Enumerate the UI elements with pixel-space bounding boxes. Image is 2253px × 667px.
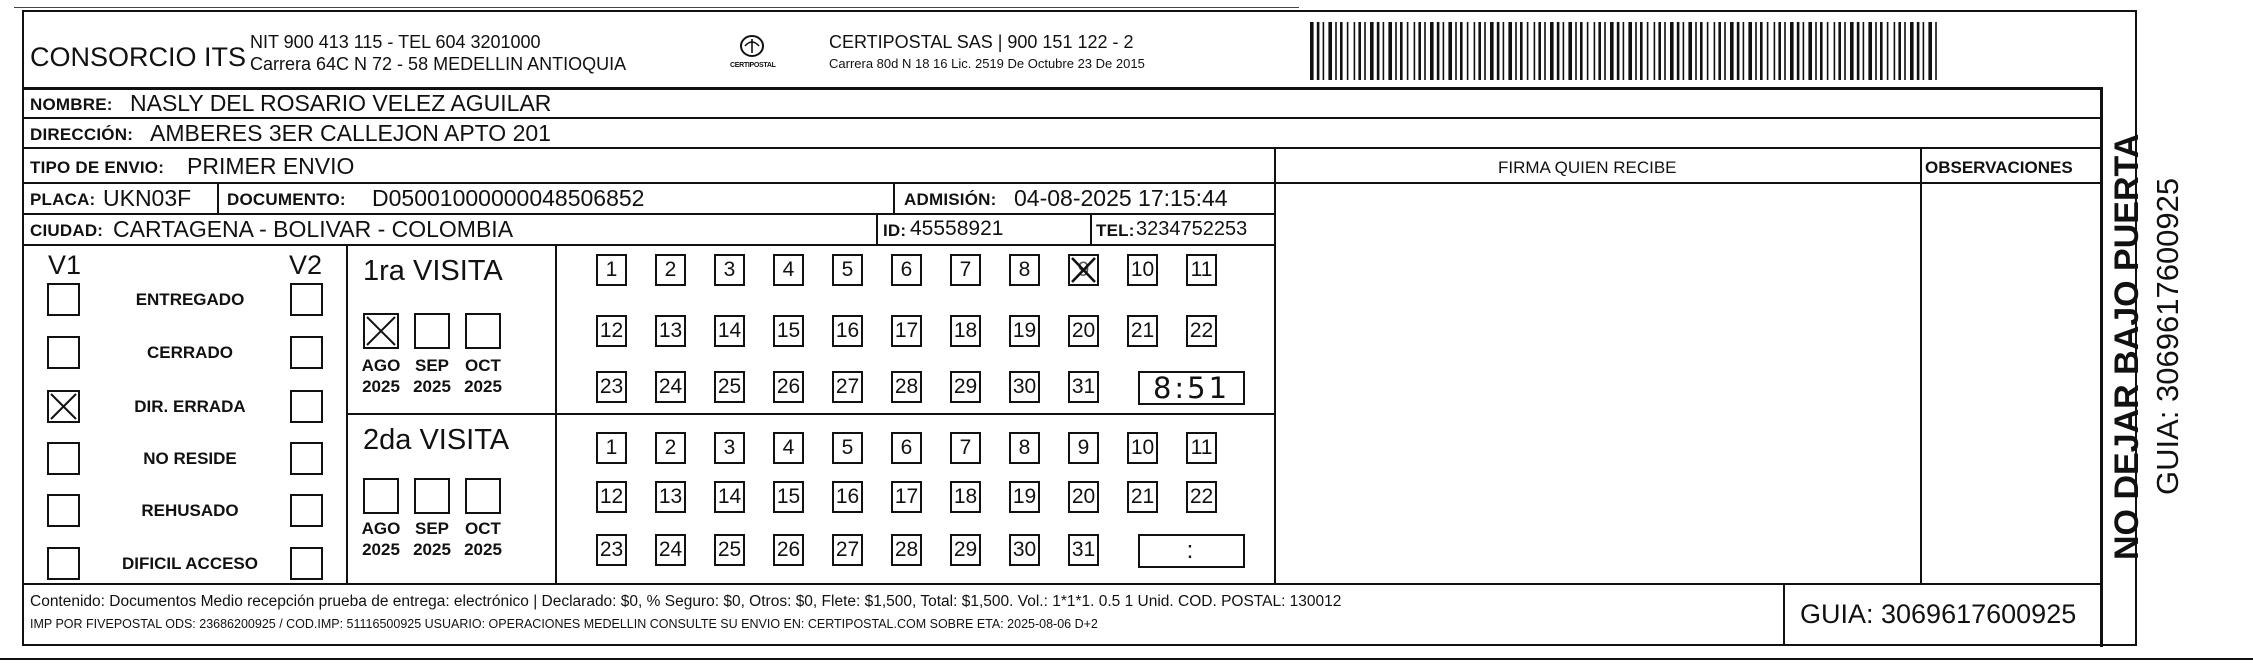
first-visit-day-15[interactable] (773, 315, 804, 347)
company-name: CONSORCIO ITS (30, 42, 247, 72)
v2-checkbox-rehusado[interactable] (290, 494, 323, 527)
second-visit-day-5-number: 5 (841, 436, 854, 459)
observaciones-area[interactable] (1922, 184, 2099, 582)
second-visit-day-22-number: 22 (1189, 485, 1214, 508)
second-visit-day-24-number: 24 (658, 538, 683, 561)
vrule-placa (217, 182, 219, 214)
v2-checkbox-no-reside[interactable] (290, 442, 323, 475)
first-visit-day-31-number: 31 (1071, 375, 1096, 398)
documento-value: D05001000000048506852 (372, 185, 645, 211)
first-visit-day-14[interactable] (714, 315, 745, 347)
first-visit-day-24-number: 24 (658, 375, 683, 398)
second-visit-day-9-number: 9 (1077, 436, 1090, 459)
first-visit-day-19-number: 19 (1012, 319, 1037, 342)
status-label-no-reside: NO RESIDE (143, 449, 237, 468)
footer-imp-line: IMP POR FIVEPOSTAL ODS: 23686200925 / COD.IMP: 51116500925 USUARIO: OPERACIONES MEDELLIN CONSULTE SU ENVIO EN: CERTIPOSTAL.COM SOBRE ETA: 2025-08-06 D+2 (30, 617, 1098, 631)
first-visit-day-3[interactable] (714, 254, 745, 286)
first-visit-day-6-number: 6 (900, 258, 913, 281)
second-visit-day-17-number: 17 (894, 485, 919, 508)
first-visit-day-1-number: 1 (605, 258, 618, 281)
first-visit-day-18[interactable] (950, 315, 981, 347)
second-visit-day-16-number: 16 (835, 485, 860, 508)
second-visit-day-20-number: 20 (1071, 485, 1096, 508)
second-visit-day-24[interactable] (655, 534, 686, 566)
first-visit-day-12-number: 12 (599, 319, 624, 342)
first-visit-day-26[interactable] (773, 371, 804, 403)
first-visit-day-7[interactable] (950, 254, 981, 286)
id-value: 45558921 (910, 217, 1004, 240)
second-visit-day-19[interactable] (1009, 481, 1040, 513)
second-visit-day-2[interactable] (655, 432, 686, 464)
first-visit-day-27[interactable] (832, 371, 863, 403)
v2-checkbox-entregado[interactable] (290, 283, 323, 316)
first-visit-day-2-number: 2 (664, 258, 677, 281)
second-visit-day-21[interactable] (1127, 481, 1158, 513)
second-visit-day-25-number: 25 (717, 538, 742, 561)
admision-label: ADMISIÓN: (904, 190, 997, 209)
admision-value: 04-08-2025 17:15:44 (1014, 185, 1228, 211)
vrule-tel (1090, 213, 1092, 245)
v1-checkbox-cerrado[interactable] (47, 336, 80, 369)
nombre-label: NOMBRE: (30, 95, 113, 114)
first-visit-day-9-number: 9 (1077, 258, 1090, 281)
first-visit-day-11-number: 11 (1190, 258, 1213, 281)
first-visit-day-8[interactable] (1009, 254, 1040, 286)
second-visit-day-3[interactable] (714, 432, 745, 464)
second-visit-day-30-number: 30 (1012, 538, 1037, 561)
second-visit-day-1[interactable] (596, 432, 627, 464)
certipostal-logo-text: CERTIPOSTAL (730, 62, 776, 69)
tel-label: TEL: (1096, 221, 1135, 240)
first-visit-day-28[interactable] (891, 371, 922, 403)
first-visit-day-16[interactable] (832, 315, 863, 347)
first-visit-day-9[interactable] (1068, 254, 1099, 286)
first-visit-month-sep-checkbox[interactable] (414, 313, 450, 349)
second-visit-day-12[interactable] (596, 481, 627, 513)
second-visit-day-6[interactable] (891, 432, 922, 464)
v2-checkbox-dir-errada[interactable] (290, 390, 323, 423)
first-visit-day-11[interactable] (1186, 254, 1217, 286)
second-visit-year-label: 2025 (464, 540, 502, 559)
status-label-dificil-acceso: DIFICIL ACCESO (121, 554, 258, 573)
second-visit-day-29-number: 29 (953, 538, 978, 561)
rule-footer (22, 583, 2101, 585)
first-visit-day-7-number: 7 (959, 258, 972, 281)
second-visit-day-28[interactable] (891, 534, 922, 566)
rule-tipo (22, 182, 1274, 184)
vrule-footer-guia (1783, 583, 1785, 646)
second-visit-day-20[interactable] (1068, 481, 1099, 513)
second-visit-month-ago-label: AGO (361, 519, 401, 538)
status-label-entregado: ENTREGADO (135, 290, 245, 309)
status-label-dir-errada: DIR. ERRADA (134, 397, 246, 416)
vrule-admision (893, 182, 895, 214)
second-visit-day-26[interactable] (773, 534, 804, 566)
second-visit-day-11-number: 11 (1190, 436, 1213, 459)
first-visit-day-4[interactable] (773, 254, 804, 286)
second-visit-day-4[interactable] (773, 432, 804, 464)
second-visit-day-1-number: 1 (605, 436, 618, 459)
second-visit-year-label: 2025 (362, 540, 400, 559)
first-visit-time-box[interactable] (1138, 371, 1245, 405)
second-visit-day-2-number: 2 (664, 436, 677, 459)
footer-guia: GUIA: 3069617600925 (1800, 599, 2077, 629)
first-visit-day-14-number: 14 (717, 319, 742, 342)
first-visit-day-5-number: 5 (841, 258, 854, 281)
second-visit-day-14[interactable] (714, 481, 745, 513)
second-visit-time-box[interactable] (1138, 534, 1245, 568)
v2-label: V2 (289, 250, 323, 280)
first-visit-day-10[interactable] (1127, 254, 1158, 286)
first-visit-day-5[interactable] (832, 254, 863, 286)
second-visit-title: 2da VISITA (363, 424, 510, 456)
first-visit-day-21-number: 21 (1130, 319, 1155, 342)
second-visit-day-31-number: 31 (1071, 538, 1096, 561)
first-visit-day-18-number: 18 (953, 319, 978, 342)
second-visit-month-sep-label: SEP (414, 519, 450, 538)
first-visit-day-6[interactable] (891, 254, 922, 286)
second-visit-day-5[interactable] (832, 432, 863, 464)
second-visit-day-29[interactable] (950, 534, 981, 566)
first-visit-time-value: 8:51 (1152, 371, 1231, 405)
second-visit-day-18-number: 18 (953, 485, 978, 508)
vrule-id (876, 213, 878, 245)
company-address: Carrera 64C N 72 - 58 MEDELLIN ANTIOQUIA (250, 54, 627, 74)
second-visit-day-17[interactable] (891, 481, 922, 513)
second-visit-day-13[interactable] (655, 481, 686, 513)
first-visit-day-28-number: 28 (894, 375, 919, 398)
second-visit-day-6-number: 6 (900, 436, 913, 459)
direccion-label: DIRECCIÓN: (30, 125, 134, 144)
first-visit-day-31[interactable] (1068, 371, 1099, 403)
id-label: ID: (883, 221, 907, 240)
first-visit-day-15-number: 15 (776, 319, 801, 342)
first-visit-day-3-number: 3 (723, 258, 736, 281)
second-visit-day-3-number: 3 (723, 436, 736, 459)
certipostal-address: Carrera 80d N 18 16 Lic. 2519 De Octubre 23 De 2015 (829, 56, 1145, 71)
first-visit-year-label: 2025 (413, 377, 451, 396)
top-thin-line (14, 7, 1299, 8)
first-visit-day-30[interactable] (1009, 371, 1040, 403)
placa-label: PLACA: (30, 190, 96, 209)
barcode (1310, 22, 1942, 80)
second-visit-day-26-number: 26 (776, 538, 801, 561)
first-visit-day-8-number: 8 (1018, 258, 1031, 281)
v1-checkbox-dir-errada[interactable] (47, 390, 80, 423)
second-visit-day-25[interactable] (714, 534, 745, 566)
first-visit-day-23[interactable] (596, 371, 627, 403)
first-visit-day-22-number: 22 (1189, 319, 1214, 342)
first-visit-day-13[interactable] (655, 315, 686, 347)
second-visit-day-13-number: 13 (658, 485, 683, 508)
second-visit-day-23[interactable] (596, 534, 627, 566)
first-visit-day-10-number: 10 (1130, 258, 1155, 281)
second-visit-day-30[interactable] (1009, 534, 1040, 566)
second-visit-time-value: : (1186, 537, 1197, 564)
rule-ciudad (22, 244, 1274, 246)
second-visit-day-8-number: 8 (1018, 436, 1031, 459)
v2-checkbox-dificil-acceso[interactable] (290, 547, 323, 580)
rule-nombre (22, 117, 2101, 119)
first-visit-day-22[interactable] (1186, 315, 1217, 347)
second-visit-day-31[interactable] (1068, 534, 1099, 566)
second-visit-day-23-number: 23 (599, 538, 624, 561)
direccion-value: AMBERES 3ER CALLEJON APTO 201 (150, 120, 551, 146)
v2-checkbox-cerrado[interactable] (290, 336, 323, 369)
v1-checkbox-rehusado[interactable] (47, 494, 80, 527)
firma-label: FIRMA QUIEN RECIBE (1498, 158, 1677, 177)
status-label-cerrado: CERRADO (147, 343, 233, 362)
tipo-envio-label: TIPO DE ENVIO: (30, 158, 165, 177)
second-visit-month-oct-checkbox[interactable] (465, 478, 501, 514)
ciudad-label: CIUDAD: (30, 221, 104, 240)
first-visit-month-oct-label: OCT (465, 356, 501, 375)
firma-area[interactable] (1276, 184, 1919, 582)
second-visit-day-10-number: 10 (1130, 436, 1155, 459)
first-visit-year-label: 2025 (464, 377, 502, 396)
first-visit-day-12[interactable] (596, 315, 627, 347)
first-visit-day-17[interactable] (891, 315, 922, 347)
v1-checkbox-no-reside[interactable] (47, 442, 80, 475)
first-visit-day-19[interactable] (1009, 315, 1040, 347)
second-visit-day-27-number: 27 (835, 538, 860, 561)
second-visit-day-9[interactable] (1068, 432, 1099, 464)
first-visit-day-1[interactable] (596, 254, 627, 286)
tipo-envio-value: PRIMER ENVIO (187, 153, 355, 179)
second-visit-day-16[interactable] (832, 481, 863, 513)
v1-checkbox-dificil-acceso[interactable] (47, 547, 80, 580)
second-visit-day-12-number: 12 (599, 485, 624, 508)
second-visit-day-19-number: 19 (1012, 485, 1037, 508)
first-visit-day-4-number: 4 (782, 258, 795, 281)
bottom-rule (0, 658, 2253, 660)
tel-value: 3234752253 (1136, 218, 1248, 240)
second-visit-day-10[interactable] (1127, 432, 1158, 464)
first-visit-month-ago-label: AGO (361, 356, 401, 375)
status-label-rehusado: REHUSADO (141, 501, 239, 520)
second-visit-month-ago-checkbox[interactable] (363, 478, 399, 514)
second-visit-day-14-number: 14 (717, 485, 742, 508)
second-visit-day-28-number: 28 (894, 538, 919, 561)
nombre-value: NASLY DEL ROSARIO VELEZ AGUILAR (130, 90, 552, 116)
rule-placa (22, 213, 1274, 215)
second-visit-month-oct-label: OCT (465, 519, 501, 538)
rule-visits-split (346, 413, 1274, 415)
second-visit-day-18[interactable] (950, 481, 981, 513)
first-visit-day-20-number: 20 (1071, 319, 1096, 342)
company-nit: NIT 900 413 115 - TEL 604 3201000 (250, 32, 541, 52)
placa-value: UKN03F (103, 185, 192, 211)
vrule-right-table (2100, 87, 2103, 647)
second-visit-day-11[interactable] (1186, 432, 1217, 464)
first-visit-month-ago-checkbox[interactable] (363, 313, 399, 349)
first-visit-title: 1ra VISITA (363, 255, 503, 287)
certipostal-info: CERTIPOSTAL SAS | 900 151 122 - 2 (829, 32, 1134, 52)
first-visit-month-oct-checkbox[interactable] (465, 313, 501, 349)
first-visit-day-30-number: 30 (1012, 375, 1037, 398)
documento-label: DOCUMENTO: (227, 190, 346, 209)
first-visit-day-26-number: 26 (776, 375, 801, 398)
first-visit-day-16-number: 16 (835, 319, 860, 342)
first-visit-day-25[interactable] (714, 371, 745, 403)
side-warning: NO DEJAR BAJO PUERTA (2108, 133, 2146, 560)
rule-direccion (22, 147, 2101, 149)
first-visit-day-27-number: 27 (835, 375, 860, 398)
first-visit-year-label: 2025 (362, 377, 400, 396)
first-visit-day-25-number: 25 (717, 375, 742, 398)
second-visit-day-15-number: 15 (776, 485, 801, 508)
v1-label: V1 (48, 250, 82, 280)
first-visit-month-sep-label: SEP (414, 356, 450, 375)
v1-checkbox-entregado[interactable] (47, 283, 80, 316)
first-visit-day-24[interactable] (655, 371, 686, 403)
first-visit-day-29-number: 29 (953, 375, 978, 398)
first-visit-day-2[interactable] (655, 254, 686, 286)
second-visit-day-21-number: 21 (1130, 485, 1155, 508)
second-visit-year-label: 2025 (413, 540, 451, 559)
first-visit-day-23-number: 23 (599, 375, 624, 398)
first-visit-day-20[interactable] (1068, 315, 1099, 347)
footer-content-line: Contenido: Documentos Medio recepción prueba de entrega: electrónico | Declarado: $0, % Seguro: $0, Otros: $0, Flete: $1,500, Total: $1,500. Vol.: 1*1*1. 0.5 1 Unid. COD. POSTAL: 130012 (30, 593, 1342, 610)
second-visit-day-4-number: 4 (782, 436, 795, 459)
second-visit-day-7[interactable] (950, 432, 981, 464)
second-visit-day-7-number: 7 (959, 436, 972, 459)
first-visit-day-17-number: 17 (894, 319, 919, 342)
second-visit-day-15[interactable] (773, 481, 804, 513)
second-visit-day-27[interactable] (832, 534, 863, 566)
second-visit-day-8[interactable] (1009, 432, 1040, 464)
certipostal-logo (728, 30, 776, 72)
first-visit-day-13-number: 13 (658, 319, 683, 342)
second-visit-month-sep-checkbox[interactable] (414, 478, 450, 514)
observaciones-label: OBSERVACIONES (1925, 158, 2073, 177)
first-visit-day-29[interactable] (950, 371, 981, 403)
ciudad-value: CARTAGENA - BOLIVAR - COLOMBIA (113, 216, 514, 242)
side-guia: GUIA: 3069617600925 (2150, 177, 2185, 495)
second-visit-day-22[interactable] (1186, 481, 1217, 513)
first-visit-day-21[interactable] (1127, 315, 1158, 347)
